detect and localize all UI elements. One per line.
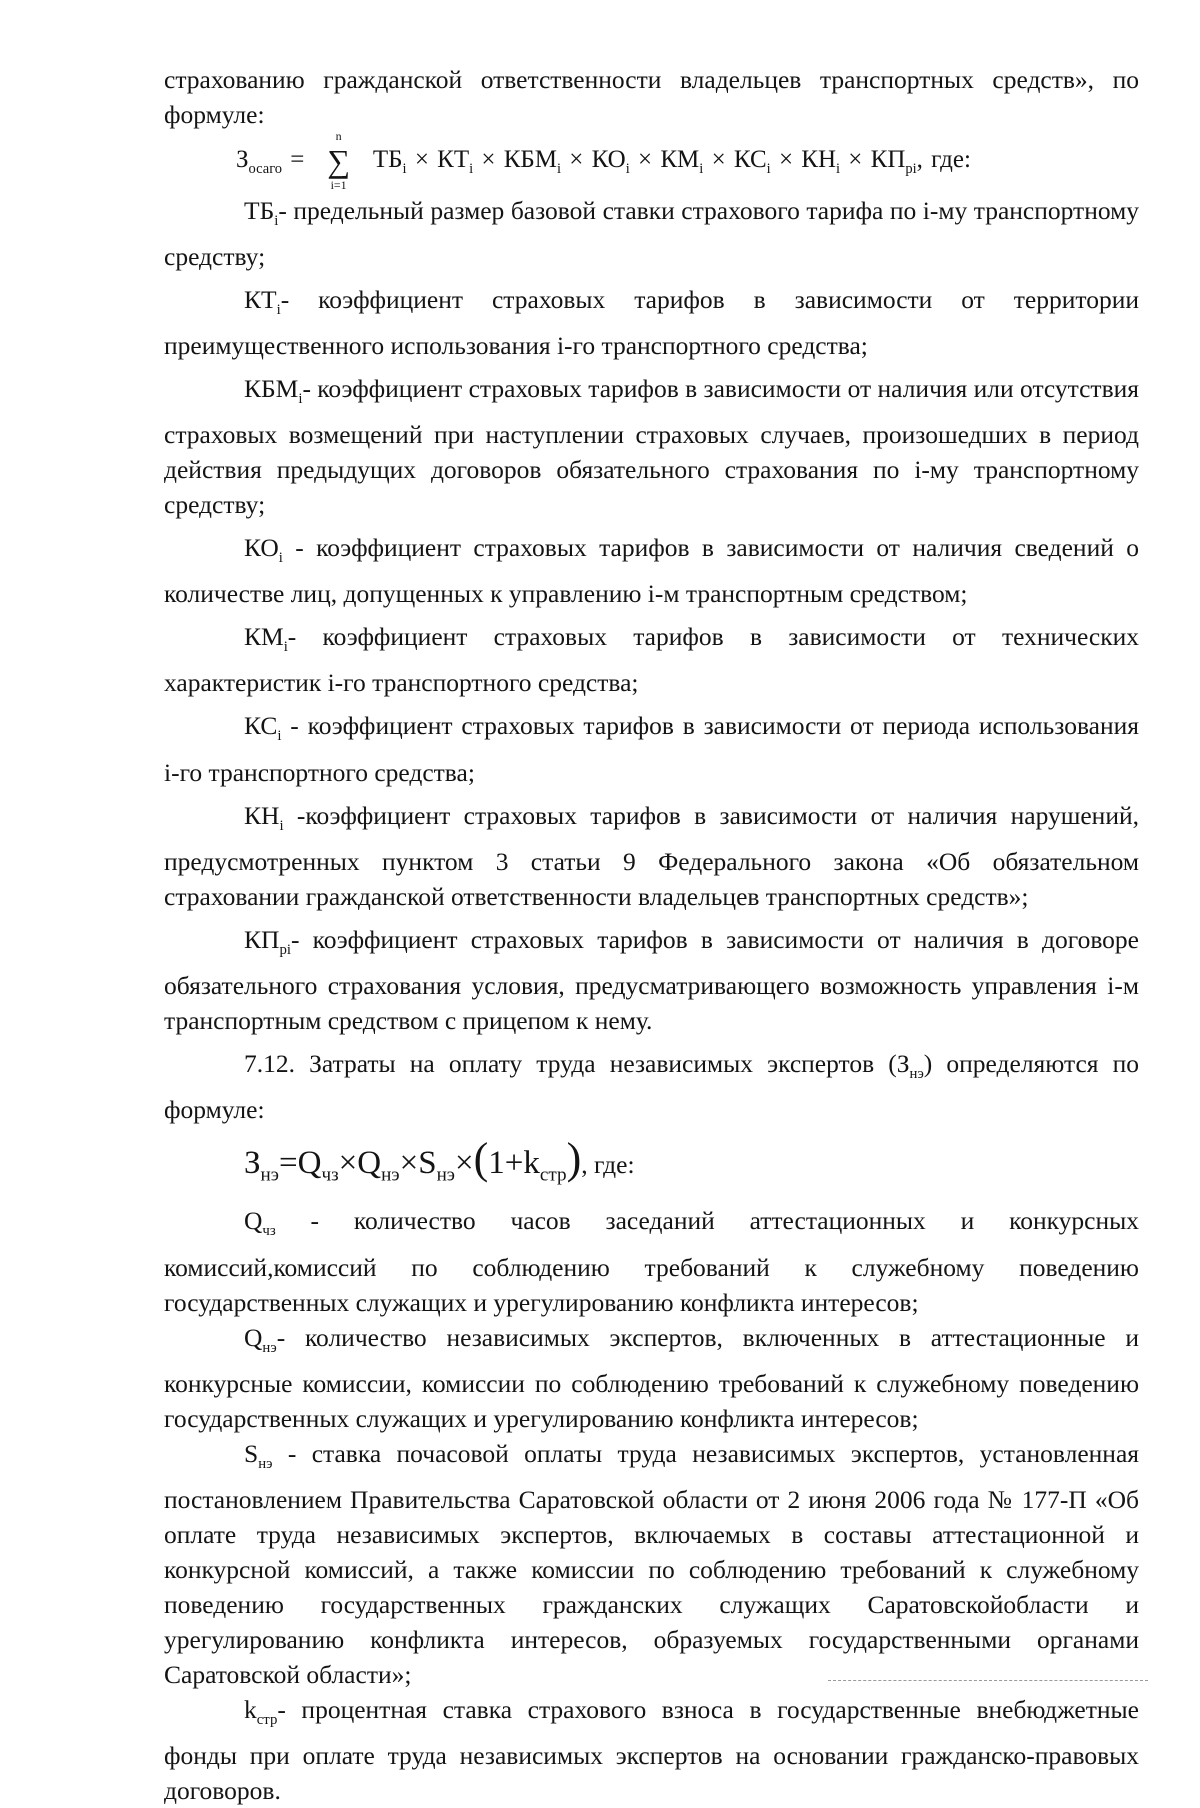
formula-subscript: стр: [539, 1164, 567, 1186]
formula-term: × КН: [770, 146, 837, 173]
open-paren: (: [473, 1133, 489, 1183]
formula-subscript: i: [699, 161, 704, 177]
formula-subscript: i: [469, 161, 474, 177]
definition-kn: $КН_i$ -коэффициент страховых тарифов в зависимости от наличия нарушений, предусмотренных пунктом 3 статьи 9 Федерального закона «Об обязательном страховании гражданской ответственности владельцев транспортных средств»;: [164, 800, 1139, 911]
formula-term: × КС: [703, 146, 767, 173]
formula-tail: , где:: [581, 1149, 635, 1179]
formula-term: ТБ: [372, 146, 403, 173]
definition-s-ne: $S_{нэ}$ - ставка почасовой оплаты труда независимых экспертов, установленная постановлением Правительства Саратовской области от 2 июня 2006 года № 177-П «Об оплате труда независимых экспертов, включаемых в составы аттестационной и конкурсной комиссий, а также комиссии по соблюдению требований к служебному поведению государственных гражданских служащих Саратовскойобласти и урегулированию конфликта интересов, образуемых государственными органами Саратовской области»;: [164, 1438, 1139, 1689]
footer-divider: [828, 1680, 1148, 1681]
multiply-sign: ×: [338, 1144, 358, 1181]
formula-term: Q: [297, 1144, 322, 1181]
formula-term: × КП: [840, 146, 906, 173]
multiply-sign: ×: [399, 1144, 419, 1181]
section-7-12-paragraph: 7.12. Затраты на оплату труда независимых экспертов $(З_{нэ})$ определяются по формуле:: [164, 1048, 1139, 1124]
formula-subscript: нэ: [436, 1164, 456, 1186]
formula-subscript: нэ: [381, 1164, 400, 1186]
definition-kp: $КП_{pi}-$ коэффициент страховых тарифов в зависимости от наличия в договоре обязательного страхования условия, предусматривающего возможность управления i-м транспортным средством с прицепом к нему.: [164, 924, 1139, 1035]
formula-subscript: i: [557, 161, 562, 177]
formula-subscript: нэ: [260, 1164, 279, 1186]
formula-subscript: i: [836, 161, 841, 177]
definition-ko: $КО_i$ - коэффициент страховых тарифов в зависимости от наличия сведений о количестве лиц, допущенных к управлению i-м транспортным средством;: [164, 533, 1139, 609]
definition-kbm: $КБМ_i-$ коэффициент страховых тарифов в зависимости от наличия или отсутствия страховых возмещений при наступлении страховых случаев, произошедших в период действия предыдущих договоров обязательного страхования по i-му транспортному средству;: [164, 374, 1139, 520]
formula-term: З: [244, 1144, 261, 1181]
formula-term: S: [418, 1144, 437, 1181]
experts-formula: [164, 1133, 1139, 1198]
definition-q-ne: $Q_{нэ}-$ количество независимых экспертов, включенных в аттестационные и конкурсные комиссии, комиссии по соблюдению требований к служебному поведению государственных служащих и урегулированию конфликта интересов;: [164, 1322, 1139, 1433]
document-body: [164, 62, 1139, 1808]
formula-term: Q: [357, 1144, 382, 1181]
formula-tail: , где:: [916, 146, 971, 173]
formula-subscript: i: [402, 161, 407, 177]
formula-term: × КТ: [406, 146, 470, 173]
definition-k-str: $k_{стр}-$ процентная ставка страхового взноса в государственные внебюджетные фонды при оплате труда независимых экспертов на основании гражданско-правовых договоров.: [164, 1694, 1139, 1805]
definition-kt: $КТ_i-$ коэффициент страховых тарифов в зависимости от территории преимущественного использования i-го транспортного средства;: [164, 285, 1139, 361]
formula-term: 1+k: [488, 1144, 540, 1181]
formula-term: × КБМ: [473, 146, 557, 173]
formula-subscript: i: [625, 161, 630, 177]
formula-term: × КМ: [629, 146, 700, 173]
multiply-sign: ×: [455, 1144, 474, 1181]
formula-subscript: осаго: [248, 161, 283, 177]
equals-sign: =: [290, 146, 305, 173]
sum-symbol: [319, 129, 359, 193]
equals-sign: =: [279, 1144, 298, 1181]
osago-formula: [164, 129, 1139, 193]
sum-upper-limit: n: [335, 129, 342, 144]
definition-km: $КМ_i-$ коэффициент страховых тарифов в зависимости от технических характеристик i-го транспортного средства;: [164, 622, 1139, 698]
formula-subscript: i: [766, 161, 771, 177]
close-paren: ): [566, 1133, 582, 1183]
intro-paragraph: страхованию гражданской ответственности владельцев транспортных средств», по формуле:: [164, 65, 1139, 129]
formula-subscript: чз: [321, 1164, 339, 1186]
definition-ks: $КС_i$ - коэффициент страховых тарифов в зависимости от периода использования i-го транспортного средства;: [164, 711, 1139, 787]
sigma-glyph: ∑: [327, 143, 351, 180]
formula-term: × КО: [561, 146, 626, 173]
formula-subscript: pi: [905, 161, 917, 177]
sum-lower-limit: i=1: [330, 178, 347, 193]
definition-tb: $ТБ_i-$ предельный размер базовой ставки страхового тарифа по i-му транспортному средству;: [164, 196, 1139, 272]
definition-q-chz: $Q_{чз}$ - количество часов заседаний аттестационных и конкурсных комиссий,комиссий по соблюдению требований к служебному поведению государственных служащих и урегулированию конфликта интересов;: [164, 1206, 1139, 1317]
formula-term: З: [236, 146, 249, 173]
